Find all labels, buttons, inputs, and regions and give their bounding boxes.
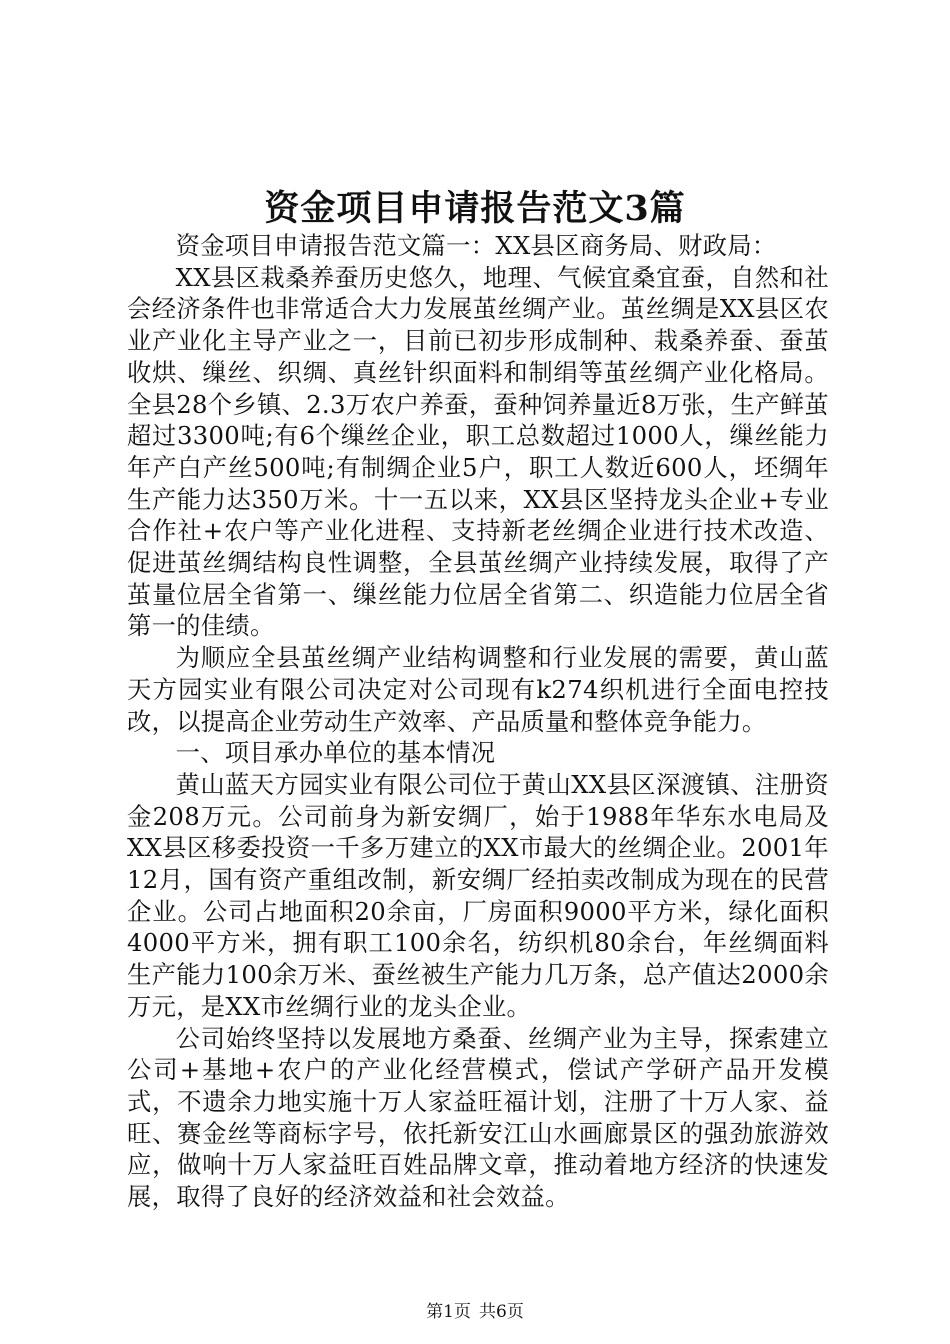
paragraph-salutation: 资金项目申请报告范文篇一：XX县区商务局、财政局： [175,231,777,260]
paragraph-company-strategy: 公司始终坚持以发展地方桑蚕、丝绸产业为主导，探索建立公司+基地+农户的产业化经营模式，偿试产学研产品开发模式，不遗余力地实施十万人家益旺福计划，注册了十万人家、益旺、赛金丝等商标字号，依托新安江山水画廊景区的强劲旅游效应，做响十万人家益旺百姓品牌文章，推动着地方经济的快速发展，取得了良好的经济效益和社会效益。 [127,1023,829,1212]
paragraph-company-profile: 黄山蓝天方园实业有限公司位于黄山XX县区深渡镇、注册资金208万元。公司前身为新安绸厂，始于1988年华东水电局及XX县区移委投资一千多万建立的XX市最大的丝绸企业。2001年12月，国有资产重组改制，新安绸厂经拍卖改制成为现在的民营企业。公司占地面积20余亩，厂房面积9000平方米，绿化面积4000平方米，拥有职工100余名，纺织机80余台，年丝绸面料生产能力100余万米、蚕丝被生产能力几万条，总产值达2000余万元，是XX市丝绸行业的龙头企业。 [127,769,829,1021]
document-title: 资金项目申请报告范文3篇 [264,188,686,229]
page-footer [0,1300,950,1324]
page-number: 第1页 [426,1302,471,1322]
document-body [127,230,829,1213]
paragraph-project-purpose: 为顺应全县茧丝绸产业结构调整和行业发展的需要，黄山蓝天方园实业有限公司决定对公司现有k274织机进行全面电控技改，以提高企业劳动生产效率、产品质量和整体竞争能力。 [127,643,829,736]
page-total: 共6页 [479,1302,524,1322]
paragraph-industry-background: XX县区栽桑养蚕历史悠久，地理、气候宜桑宜蚕，自然和社会经济条件也非常适合大力发展茧丝绸产业。茧丝绸是XX县区农业产业化主导产业之一，目前已初步形成制种、栽桑养蚕、蚕茧收烘、缫丝、织绸、真丝针织面料和制绢等茧丝绸产业化格局。全县28个乡镇、2.3万农户养蚕，蚕种饲养量近8万张，生产鲜茧超过3300吨;有6个缫丝企业，职工总数超过1000人，缫丝能力年产白产丝500吨;有制绸企业5户，职工人数近600人，坯绸年生产能力达350万米。十一五以来，XX县区坚持龙头企业+专业合作社+农户等产业化进程、支持新老丝绸企业进行技术改造、促进茧丝绸结构良性调整，全县茧丝绸产业持续发展，取得了产茧量位居全省第一、缫丝能力位居全省第二、织造能力位居全省第一的佳绩。 [127,262,829,641]
section-heading: 一、项目承办单位的基本情况 [175,738,496,768]
